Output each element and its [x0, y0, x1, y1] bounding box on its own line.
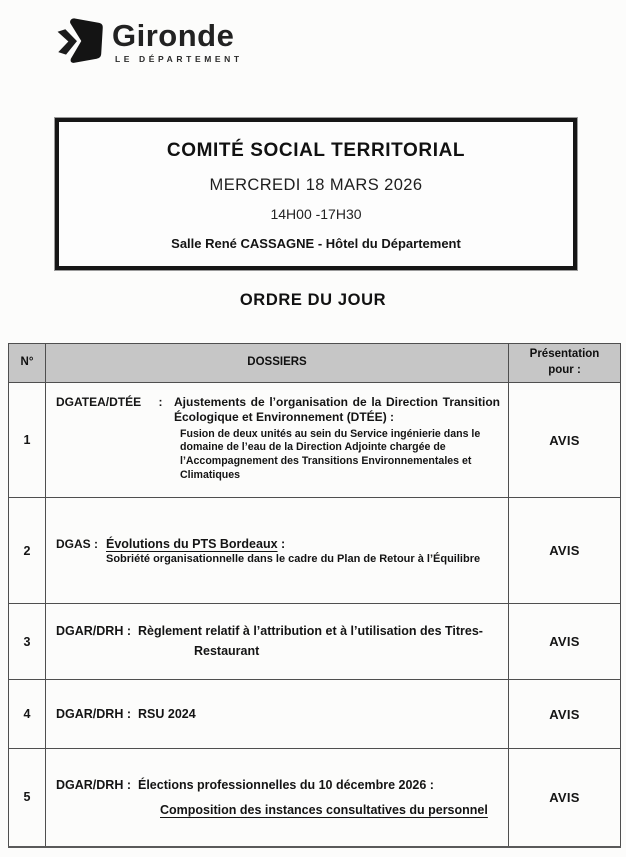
dossier-title: Évolutions du PTS Bordeaux [106, 536, 278, 551]
table-header-dossiers: DOSSIERS [46, 344, 509, 383]
meeting-time: 14H00 -17H30 [270, 206, 362, 222]
logo-name: Gironde [112, 18, 235, 53]
dossier-prefix: DGAR/DRH : [56, 624, 131, 639]
dossier-cell [46, 383, 509, 498]
dossier-subtitle: Fusion de deux unités au sein du Service ingénierie dans le domaine de l’eau de la Direction Adjointe chargée de l’Accompagnement des Transitions Environnementales et Climatiques [180, 427, 481, 482]
dossier-cell [46, 749, 509, 847]
table-header-row [9, 344, 621, 383]
logo-tagline: LE DÉPARTEMENT [115, 54, 243, 64]
dossier-cell [46, 604, 509, 680]
dossier-cell [46, 680, 509, 749]
gironde-logo [55, 14, 243, 66]
dossier-subtitle: Sobriété organisationnelle dans le cadre du Plan de Retour à l’Équilibre [106, 552, 481, 565]
row-number: 3 [9, 604, 46, 680]
table-header-num: N° [9, 344, 46, 383]
dossier-title-colon: : [277, 536, 286, 551]
table-row [9, 680, 621, 749]
presentation-value: AVIS [509, 498, 621, 604]
table-row [9, 383, 621, 498]
meeting-title: COMITÉ SOCIAL TERRITORIAL [166, 140, 466, 161]
table-row [9, 498, 621, 604]
presentation-value: AVIS [509, 749, 621, 847]
agenda-table [8, 343, 621, 848]
row-number: 1 [9, 383, 46, 498]
dossier-prefix: DGATEA/DTÉE : [56, 395, 163, 409]
dossier-title: Élections professionnelles du 10 décembre 2026 : [138, 777, 434, 792]
row-number: 4 [9, 680, 46, 749]
dossier-title: Règlement relatif à l’attribution et à l’utilisation des Titres-Restaurant [138, 624, 483, 658]
meeting-date: MERCREDI 18 MARS 2026 [209, 176, 423, 194]
meeting-header-box [55, 118, 577, 270]
dossier-cell [46, 498, 509, 604]
dossier-title: RSU 2024 [138, 707, 196, 721]
table-row [9, 604, 621, 680]
dossier-prefix: DGAR/DRH : [56, 777, 131, 792]
row-number: 5 [9, 749, 46, 847]
agenda-title: ORDRE DU JOUR [239, 291, 387, 309]
table-header-presentation: Présentation pour : [509, 344, 621, 383]
row-number: 2 [9, 498, 46, 604]
dossier-prefix: DGAS : [56, 536, 98, 551]
dossier-subtitle: Composition des instances consultatives du personnel [160, 802, 488, 817]
dossier-prefix: DGAR/DRH : [56, 707, 131, 721]
dossier-title: Ajustements de l’organisation de la Direction Transition Écologique et Environnement (DTÉE) : [174, 395, 500, 425]
gironde-logo-icon [55, 14, 105, 66]
presentation-value: AVIS [509, 604, 621, 680]
meeting-location: Salle René CASSAGNE - Hôtel du Département [171, 236, 461, 251]
presentation-value: AVIS [509, 680, 621, 749]
presentation-value: AVIS [509, 383, 621, 498]
table-row [9, 749, 621, 847]
